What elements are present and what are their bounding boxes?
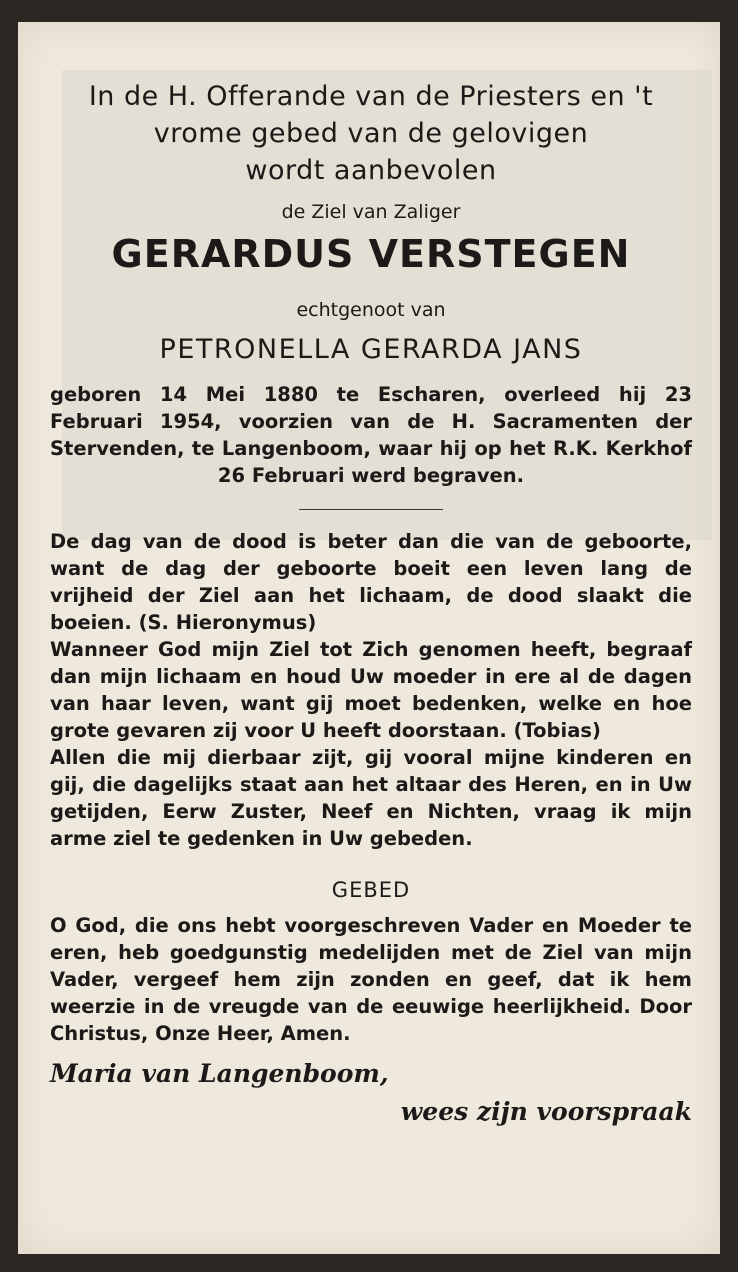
deceased-name: GERARDUS VERSTEGEN [111, 232, 631, 276]
spouse-name: PETRONELLA GERARDA JANS [159, 334, 583, 365]
biography: geboren 14 Mei 1880 te Escharen, overleed hij 23 Februari 1954, voorzien van de H. Sacramenten der Stervenden, te Langenboom, waar hij op het R.K. Kerkhof 26 Februari werd begraven. [50, 383, 692, 487]
intro-line-1: In de H. Offerande van de Priesters en 't [88, 81, 654, 112]
divider [299, 509, 443, 510]
intro-line-3: wordt aanbevolen [245, 155, 497, 186]
card-content [50, 78, 692, 1129]
quote-hieronymus: De dag van de dood is beter dan die van de geboorte, want de dag der geboorte boeit een leven lang de vrijheid der Ziel aan het lichaam, de dood slaakt die boeien. (S. Hieronymus) [50, 529, 692, 634]
intro-text [50, 78, 692, 189]
closing-line-1: Maria van Langenboom, [50, 1058, 389, 1088]
intro-line-2: vrome gebed van de gelovigen [153, 118, 589, 149]
prayer-text: O God, die ons hebt voorgeschreven Vader en Moeder te eren, heb goedgunstig medelijden met de Ziel van mijn Vader, vergeef hem zijn zonden en geef, dat ik hem weerzie in de vreugde van de eeuwige heerlijkheid. Door Christus, Onze Heer, Amen. [50, 913, 692, 1045]
prayer-heading: GEBED [331, 877, 411, 902]
quote-tobias: Wanneer God mijn Ziel tot Zich genomen heeft, begraaf dan mijn lichaam en houd Uw moeder in ere al de dagen van haar leven, want gij moet bedenken, welke en hoe grote gevaren zij voor U heeft doorstaan. (Tobias) [50, 637, 692, 742]
zaliger-line: de Ziel van Zaliger [281, 201, 461, 223]
spouse-intro: echtgenoot van [296, 299, 446, 321]
closing-line-2: wees zijn voorspraak [400, 1096, 692, 1126]
quote-family: Allen die mij dierbaar zijt, gij vooral mijne kinderen en gij, die dagelijks staat aan het altaar des Heren, en in Uw getijden, Eerw Zuster, Neef en Nichten, vraag ik mijn arme ziel te gedenken in Uw gebeden. [50, 745, 692, 850]
